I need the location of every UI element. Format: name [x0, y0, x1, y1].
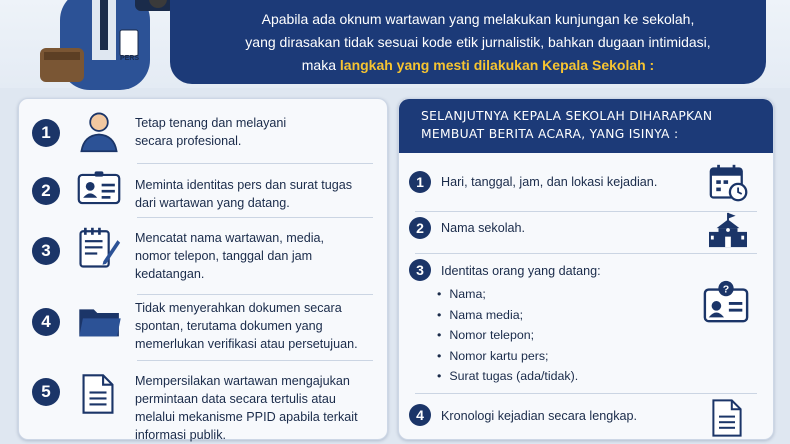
journalist-illustration — [40, 0, 190, 90]
divider — [137, 163, 373, 164]
item-number: 3 — [409, 259, 431, 281]
document-icon — [81, 372, 115, 416]
report-card — [398, 98, 774, 440]
top-banner — [0, 0, 790, 88]
identity-sublist — [437, 284, 578, 387]
step-text: Tidak menyerahkan dokumen secara spontan, terutama dokumen yang memerlukan verifikasi atau persetujuan. — [135, 301, 358, 351]
svg-text:?: ? — [722, 283, 730, 296]
document-icon — [711, 397, 743, 439]
banner-message — [198, 8, 758, 77]
folder-icon — [77, 304, 123, 340]
report-header — [399, 99, 773, 153]
notepad-icon — [77, 225, 121, 271]
item-number: 2 — [409, 217, 431, 239]
step-number: 4 — [32, 308, 60, 336]
school-icon — [707, 211, 749, 249]
item-text: Kronologi kejadian secara lengkap. — [441, 409, 638, 423]
item-text: Identitas orang yang datang: — [441, 264, 601, 278]
banner-line-1: Apabila ada oknum wartawan yang melakukan kunjungan ke sekolah, — [261, 11, 695, 27]
person-icon — [77, 107, 121, 155]
banner-highlight: langkah yang mesti dilakukan Kepala Sekolah : — [339, 57, 655, 73]
list-item: • Surat tugas (ada/tidak). — [437, 366, 578, 387]
divider — [415, 393, 757, 394]
list-item: • Nama; — [437, 284, 578, 305]
press-badge-label: PERS — [120, 55, 140, 62]
step-text: Mempersilakan wartawan mengajukan permintaan data secara tertulis atau melalui mekanisme PPID apabila terkait informasi publik. — [135, 374, 358, 442]
item-number: 4 — [409, 404, 431, 426]
step-number: 2 — [32, 177, 60, 205]
step-number: 1 — [32, 119, 60, 147]
divider — [415, 253, 757, 254]
steps-card — [18, 98, 388, 440]
step-number: 3 — [32, 237, 60, 265]
report-header-line-1: SELANJUTNYA KEPALA SEKOLAH DIHARAPKAN — [421, 109, 713, 123]
divider — [137, 217, 373, 218]
item-text: Nama sekolah. — [441, 221, 525, 235]
divider — [415, 211, 757, 212]
identity-question-icon — [702, 279, 750, 325]
id-card-icon — [77, 171, 121, 207]
banner-line-3: maka langkah yang mesti dilakukan Kepala Sekolah : — [301, 57, 655, 73]
list-item: • Nomor telepon; — [437, 325, 578, 346]
item-text: Hari, tanggal, jam, dan lokasi kejadian. — [441, 175, 658, 189]
divider — [137, 294, 373, 295]
list-item: • Nama media; — [437, 305, 578, 326]
report-header-line-2: MEMBUAT BERITA ACARA, YANG ISINYA : — [421, 127, 679, 141]
divider — [137, 360, 373, 361]
banner-line-2: yang dirasakan tidak sesuai kode etik jurnalistik, bahkan dugaan intimidasi, — [245, 34, 711, 50]
calendar-clock-icon — [709, 163, 749, 203]
step-text: Tetap tenang dan melayani secara profesional. — [135, 116, 287, 148]
step-text: Meminta identitas pers dan surat tugas dari wartawan yang datang. — [135, 178, 353, 210]
step-text: Mencatat nama wartawan, media, nomor telepon, tanggal dan jam kedatangan. — [135, 231, 324, 281]
list-item: • Nomor kartu pers; — [437, 346, 578, 367]
step-number: 5 — [32, 378, 60, 406]
item-number: 1 — [409, 171, 431, 193]
